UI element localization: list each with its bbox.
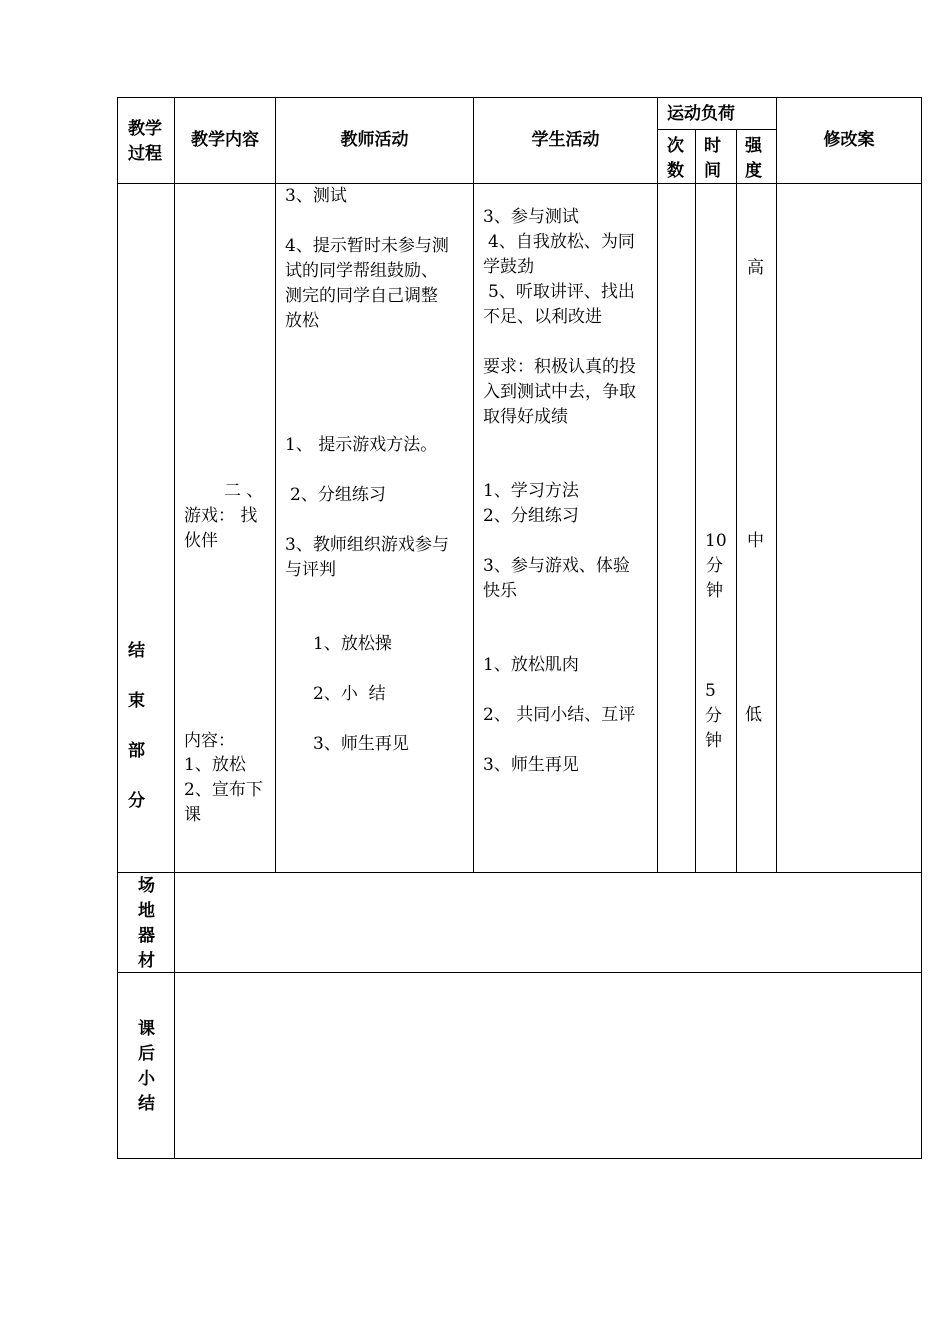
- content-relax-1: 内容：: [184, 731, 235, 751]
- venue-label-2: 地: [138, 901, 155, 921]
- time-relax-2: 分: [705, 706, 722, 726]
- grid-line: [117, 972, 922, 973]
- time-game-3: 钟: [706, 581, 723, 601]
- venue-label-1: 场: [138, 876, 155, 896]
- teacher-test-4: 测完的同学自己调整: [285, 286, 438, 306]
- content-relax-4: 课: [184, 805, 201, 825]
- grid-line: [736, 129, 737, 873]
- student-requirement-2: 入到测试中去，争取: [483, 382, 636, 402]
- intensity-game: 中: [747, 531, 764, 551]
- teacher-game-1: 1、 提示游戏方法。: [285, 435, 438, 455]
- summary-label-2: 后: [138, 1044, 155, 1064]
- header-count-2: 数: [667, 161, 684, 181]
- section-label-2: 束: [128, 691, 145, 711]
- teacher-test-1: 3、测试: [285, 186, 347, 206]
- header-content: 教学内容: [191, 130, 259, 150]
- student-game-2: 2、分组练习: [483, 506, 579, 526]
- student-relax-3: 3、师生再见: [483, 755, 579, 775]
- header-student: 学生活动: [531, 130, 600, 150]
- content-game-3: 伙伴: [184, 531, 218, 551]
- teacher-relax-2: 2、小 结: [313, 684, 386, 704]
- header-process-2: 过程: [128, 144, 162, 164]
- grid-line: [695, 129, 696, 873]
- header-load: 运动负荷: [667, 104, 735, 124]
- grid-line: [657, 129, 776, 130]
- student-relax-1: 1、放松肌肉: [483, 655, 579, 675]
- grid-line: [117, 97, 118, 1159]
- grid-line: [117, 97, 922, 98]
- student-requirement-1: 要求：积极认真的投: [483, 357, 636, 377]
- intensity-relax: 低: [745, 705, 762, 725]
- section-label-3: 部: [128, 741, 145, 761]
- grid-line: [117, 183, 922, 184]
- grid-line: [275, 97, 276, 873]
- teacher-test-5: 放松: [285, 311, 319, 331]
- content-game-2: 游戏： 找: [184, 506, 258, 526]
- grid-line: [776, 97, 777, 873]
- section-label-1: 结: [128, 641, 145, 661]
- time-game-1: 10: [705, 531, 727, 551]
- header-revision: 修改案: [823, 130, 875, 150]
- intensity-test: 高: [747, 258, 764, 278]
- header-teacher: 教师活动: [340, 130, 409, 150]
- student-test-2: 4、自我放松、为同: [488, 232, 635, 252]
- teacher-relax-3: 3、师生再见: [313, 734, 409, 754]
- teacher-test-3: 试的同学帮组鼓励、: [285, 261, 438, 281]
- student-test-4: 5、听取讲评、找出: [488, 282, 635, 302]
- student-game-1: 1、学习方法: [483, 481, 579, 501]
- header-process-1: 教学: [128, 119, 162, 139]
- teacher-game-2: 2、分组练习: [290, 485, 386, 505]
- time-game-2: 分: [706, 556, 723, 576]
- summary-label-4: 结: [138, 1094, 155, 1114]
- student-test-5: 不足、以利改进: [483, 307, 602, 327]
- student-game-4: 快乐: [483, 581, 517, 601]
- student-relax-2: 2、 共同小结、互评: [483, 705, 636, 725]
- grid-line: [117, 872, 922, 873]
- content-relax-3: 2、宣布下: [184, 780, 263, 800]
- venue-label-4: 材: [138, 951, 155, 971]
- time-relax-3: 钟: [705, 731, 722, 751]
- grid-line: [657, 97, 658, 873]
- teacher-game-4: 与评判: [285, 560, 336, 580]
- header-time-1: 时: [704, 136, 721, 156]
- grid-line: [117, 1158, 922, 1159]
- teacher-game-3: 3、教师组织游戏参与: [285, 535, 449, 555]
- student-test-3: 学鼓劲: [483, 257, 534, 277]
- time-relax-1: 5: [705, 681, 716, 701]
- content-game-1: 二 、: [224, 481, 264, 501]
- header-time-2: 间: [704, 161, 721, 181]
- student-test-1: 3、参与测试: [483, 207, 579, 227]
- teacher-relax-1: 1、放松操: [313, 634, 392, 654]
- teacher-test-2: 4、提示暂时未参与测: [285, 236, 449, 256]
- content-relax-2: 1、放松: [184, 755, 246, 775]
- student-game-3: 3、参与游戏、体验: [483, 556, 630, 576]
- venue-label-3: 器: [138, 926, 155, 946]
- summary-label-3: 小: [138, 1069, 155, 1089]
- grid-line: [921, 97, 922, 1159]
- grid-line: [473, 97, 474, 873]
- header-intensity-1: 强: [745, 136, 762, 156]
- grid-line: [174, 97, 175, 1159]
- header-count-1: 次: [667, 136, 684, 156]
- student-requirement-3: 取得好成绩: [483, 407, 568, 427]
- section-label-4: 分: [128, 791, 145, 811]
- summary-label-1: 课: [138, 1019, 155, 1039]
- header-intensity-2: 度: [745, 161, 762, 181]
